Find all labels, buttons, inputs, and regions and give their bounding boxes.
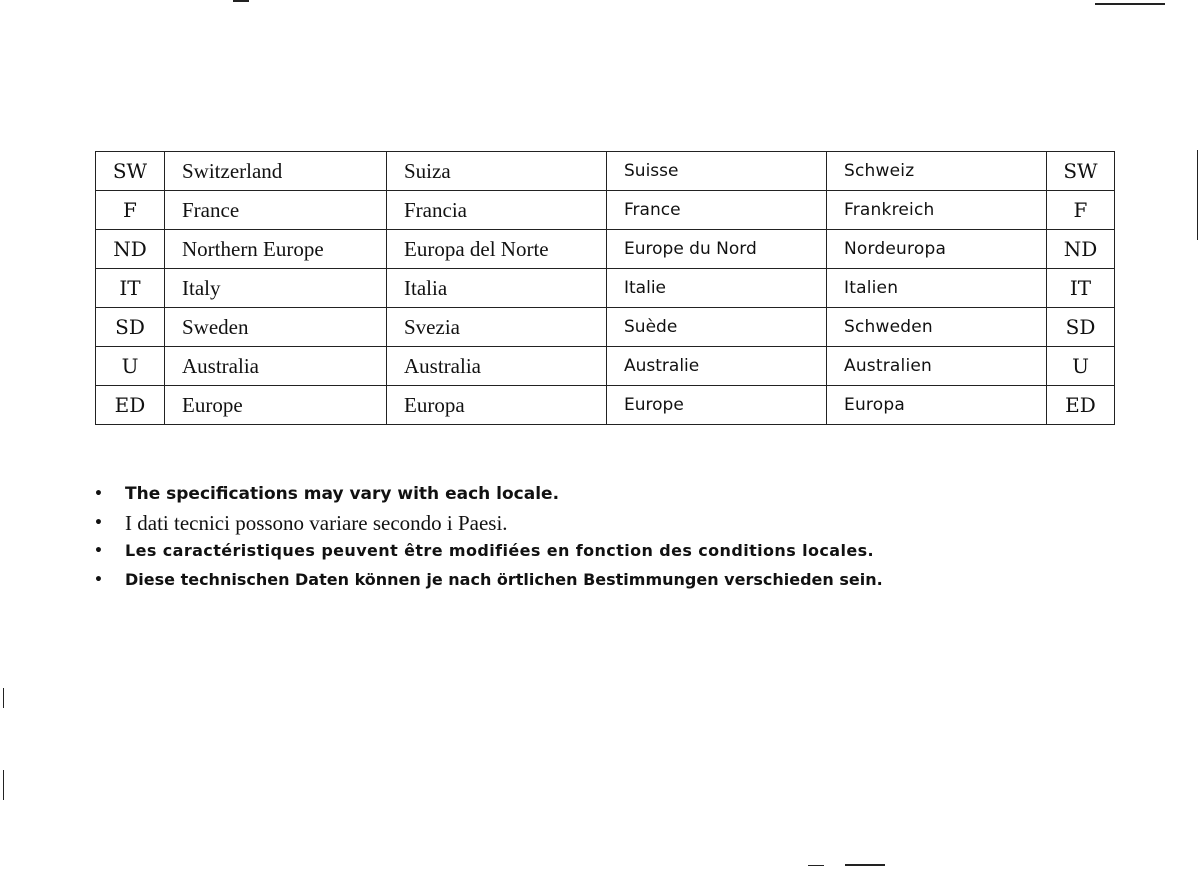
- country-name-spanish-italian: Suiza: [387, 152, 607, 191]
- locale-code-right: ND: [1047, 230, 1115, 269]
- country-name-spanish-italian: Italia: [387, 269, 607, 308]
- bullet-icon: •: [94, 514, 103, 531]
- table-row: [96, 347, 1115, 386]
- note-german: [92, 566, 883, 595]
- country-name-german: Frankreich: [827, 191, 1047, 230]
- locale-code-right: U: [1047, 347, 1115, 386]
- note-text: The specifications may vary with each locale.: [125, 484, 560, 504]
- note-text: Diese technischen Daten können je nach örtlichen Bestimmungen verschieden sein.: [125, 569, 883, 589]
- country-name-german: Schweden: [827, 308, 1047, 347]
- country-name-french: France: [607, 191, 827, 230]
- scan-mark-left-edge: [3, 688, 4, 708]
- locale-code: F: [96, 191, 165, 230]
- country-name-english: Sweden: [165, 308, 387, 347]
- note-text: Les caractéristiques peuvent être modifiées en fonction des conditions locales.: [125, 541, 874, 560]
- locale-code: IT: [96, 269, 165, 308]
- locale-code-right: IT: [1047, 269, 1115, 308]
- country-name-french: Europe: [607, 386, 827, 425]
- bullet-icon: •: [94, 571, 103, 588]
- specification-notes: [92, 480, 883, 594]
- table-row: [96, 230, 1115, 269]
- country-name-spanish-italian: Svezia: [387, 308, 607, 347]
- note-italian: [92, 509, 883, 538]
- locale-code-right: ED: [1047, 386, 1115, 425]
- country-name-german: Australien: [827, 347, 1047, 386]
- locale-code-right: SD: [1047, 308, 1115, 347]
- country-name-german: Italien: [827, 269, 1047, 308]
- table-row: [96, 386, 1115, 425]
- scan-mark-bottom: [845, 864, 885, 866]
- locale-code: U: [96, 347, 165, 386]
- country-name-french: Europe du Nord: [607, 230, 827, 269]
- note-text: I dati tecnici possono variare secondo i Paesi.: [125, 510, 508, 535]
- scan-mark-right-edge: [1197, 150, 1198, 240]
- locale-code: ED: [96, 386, 165, 425]
- note-french: [92, 537, 883, 566]
- country-name-english: Switzerland: [165, 152, 387, 191]
- country-name-spanish-italian: Francia: [387, 191, 607, 230]
- table-row: [96, 269, 1115, 308]
- country-name-spanish-italian: Europa del Norte: [387, 230, 607, 269]
- country-name-english: Northern Europe: [165, 230, 387, 269]
- country-name-english: France: [165, 191, 387, 230]
- locale-code: SD: [96, 308, 165, 347]
- country-name-french: Australie: [607, 347, 827, 386]
- locale-table: [95, 151, 1115, 425]
- locale-code-right: F: [1047, 191, 1115, 230]
- bullet-icon: •: [94, 543, 103, 559]
- country-name-english: Italy: [165, 269, 387, 308]
- country-name-german: Europa: [827, 386, 1047, 425]
- scan-mark-top-right: [1095, 3, 1165, 5]
- country-name-french: Suède: [607, 308, 827, 347]
- table-row: [96, 152, 1115, 191]
- country-name-french: Italie: [607, 269, 827, 308]
- scan-mark-top: [233, 0, 249, 2]
- country-name-french: Suisse: [607, 152, 827, 191]
- table-row: [96, 308, 1115, 347]
- country-name-spanish-italian: Australia: [387, 347, 607, 386]
- scan-mark-left-edge-2: [3, 770, 4, 800]
- locale-code-right: SW: [1047, 152, 1115, 191]
- country-name-german: Schweiz: [827, 152, 1047, 191]
- bullet-icon: •: [94, 486, 103, 502]
- locale-code: SW: [96, 152, 165, 191]
- locale-code: ND: [96, 230, 165, 269]
- scan-mark-bottom-2: [808, 865, 824, 866]
- country-name-english: Australia: [165, 347, 387, 386]
- table-row: [96, 191, 1115, 230]
- country-name-spanish-italian: Europa: [387, 386, 607, 425]
- country-name-german: Nordeuropa: [827, 230, 1047, 269]
- note-english: [92, 480, 883, 509]
- country-name-english: Europe: [165, 386, 387, 425]
